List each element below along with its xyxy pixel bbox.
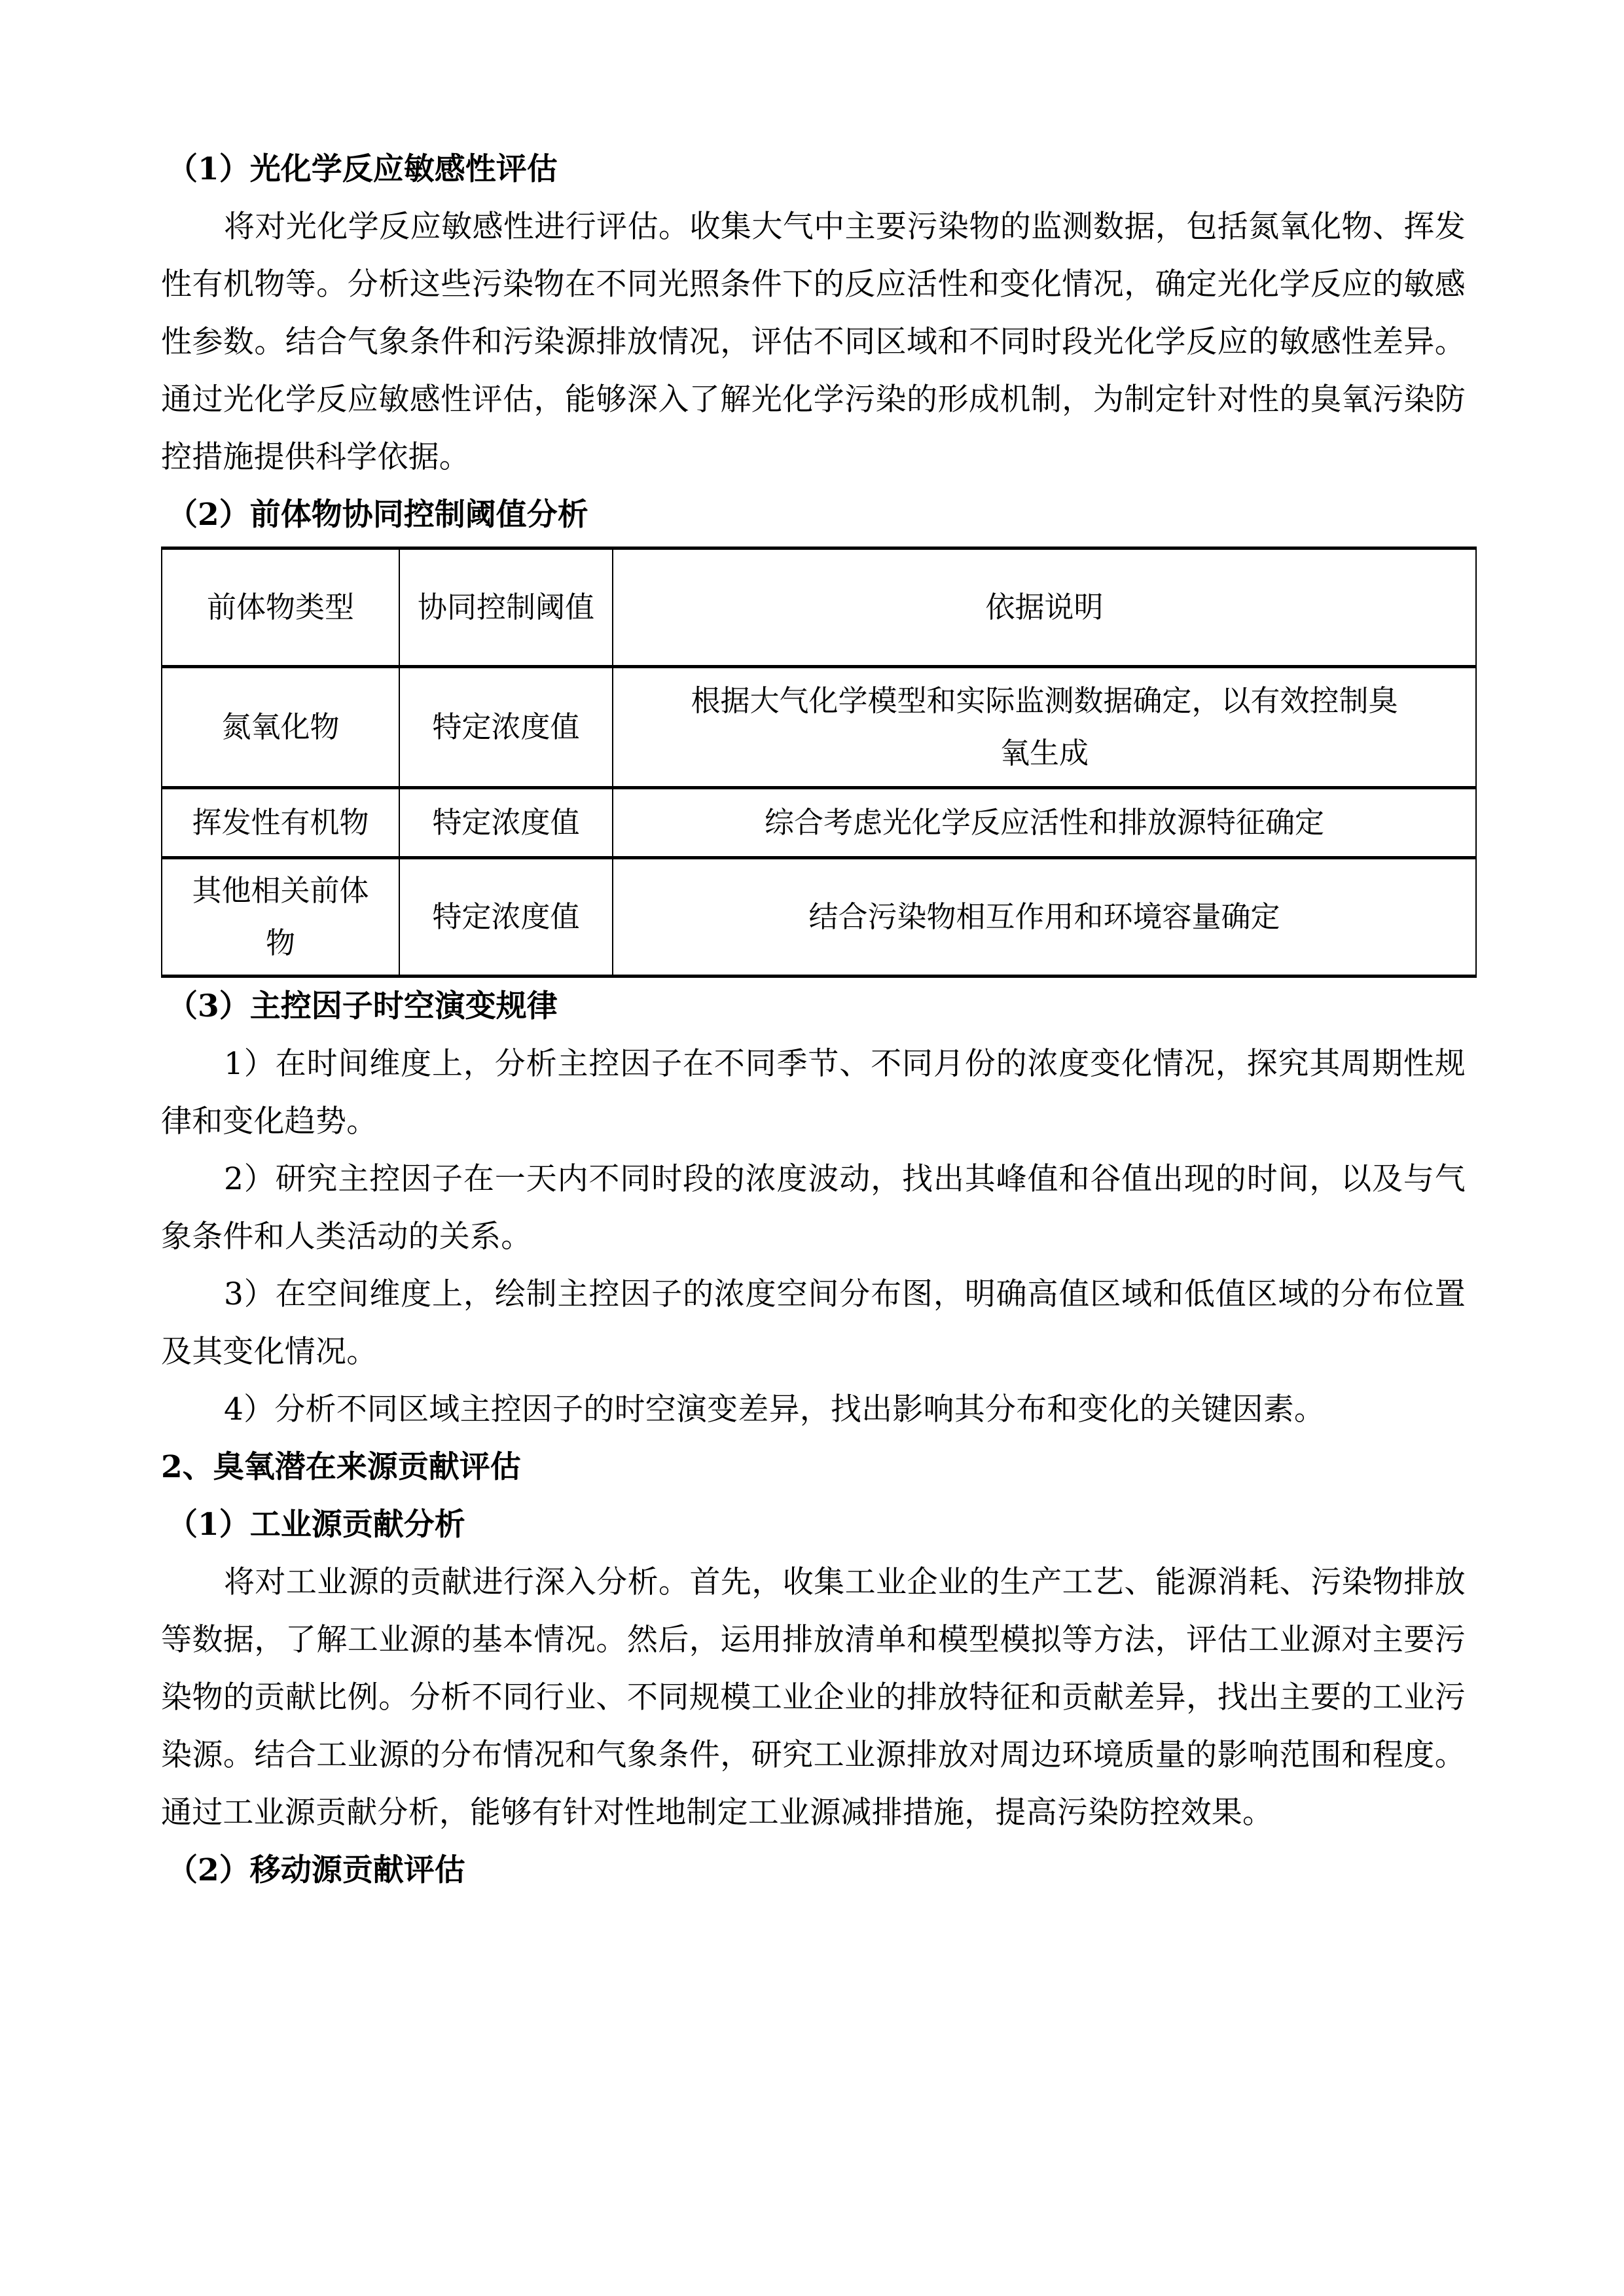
table-header-label-basis: 依据说明 xyxy=(985,590,1104,624)
precursor-threshold-table xyxy=(161,547,1477,978)
list-item-temporal-dimension: 1）在时间维度上，分析主控因子在不同季节、不同月份的浓度变化情况，探究其周期性规律和变化趋势。 xyxy=(161,1046,1466,1139)
heading-ozone-source-contribution: 2、臭氧潜在来源贡献评估 xyxy=(161,1449,521,1485)
heading-precursor-threshold: （2）前体物协同控制阈值分析 xyxy=(167,497,588,533)
table-row xyxy=(162,667,1476,788)
table-cell-threshold xyxy=(399,788,613,858)
paragraph-industrial-source-analysis: 将对工业源的贡献进行深入分析。首先，收集工业企业的生产工艺、能源消耗、污染物排放等数据，了解工业源的基本情况。然后，运用排放清单和模型模拟等方法，评估工业源对主要污染物的贡献比例。分析不同行业、不同规模工业企业的排放特征和贡献差异，找出主要的工业污染源。结合工业源的分布情况和气象条件，研究工业源排放对周边环境质量的影响范围和程度。通过工业源贡献分析，能够有针对性地制定工业源减排措施，提高污染防控效果。 xyxy=(161,1564,1466,1831)
table-header-label-threshold: 协同控制阈值 xyxy=(417,590,594,624)
table-header-row xyxy=(162,548,1476,667)
table-cell-value-basis: 根据大气化学模型和实际监测数据确定，以有效控制臭氧生成 xyxy=(691,683,1398,770)
table-cell-value-type: 氮氧化物 xyxy=(221,709,340,744)
paragraph-photochemical-sensitivity: 将对光化学反应敏感性进行评估。收集大气中主要污染物的监测数据，包括氮氧化物、挥发性有机物等。分析这些污染物在不同光照条件下的反应活性和变化情况，确定光化学反应的敏感性参数。结合气象条件和污染源排放情况，评估不同区域和不同时段光化学反应的敏感性差异。通过光化学反应敏感性评估，能够深入了解光化学污染的形成机制，为制定针对性的臭氧污染防控措施提供科学依据。 xyxy=(161,209,1466,475)
table-cell-basis xyxy=(613,788,1476,858)
list-item-spatial-dimension: 3）在空间维度上，绘制主控因子的浓度空间分布图，明确高值区域和低值区域的分布位置及其变化情况。 xyxy=(161,1276,1466,1370)
table-header-cell-threshold xyxy=(399,548,613,667)
table-cell-value-type: 其他相关前体物 xyxy=(192,873,369,960)
list-item-regional-difference: 4）分析不同区域主控因子的时空演变差异，找出影响其分布和变化的关键因素。 xyxy=(224,1391,1326,1427)
table-header-label-type: 前体物类型 xyxy=(206,590,354,624)
table-cell-basis xyxy=(613,667,1476,788)
table-cell-value-basis: 结合污染物相互作用和环境容量确定 xyxy=(808,899,1280,934)
table-header-cell-type xyxy=(162,548,399,667)
table-cell-type xyxy=(162,667,399,788)
heading-spatiotemporal-evolution: （3）主控因子时空演变规律 xyxy=(167,988,558,1024)
table-cell-value-threshold: 特定浓度值 xyxy=(432,899,580,934)
heading-mobile-source-assessment: （2）移动源贡献评估 xyxy=(167,1852,465,1888)
heading-photochemical-sensitivity: （1）光化学反应敏感性评估 xyxy=(167,151,558,187)
document-body xyxy=(161,141,1466,1899)
table-cell-threshold xyxy=(399,858,613,977)
precursor-threshold-table-wrapper xyxy=(161,547,1463,978)
table-cell-basis xyxy=(613,858,1476,977)
heading-industrial-source-analysis: （1）工业源贡献分析 xyxy=(167,1507,465,1543)
table-row xyxy=(162,858,1476,977)
table-header-cell-basis xyxy=(613,548,1476,667)
list-item-diurnal-fluctuation: 2）研究主控因子在一天内不同时段的浓度波动，找出其峰值和谷值出现的时间，以及与气象条件和人类活动的关系。 xyxy=(161,1161,1466,1255)
table-row xyxy=(162,788,1476,858)
table-cell-value-basis: 综合考虑光化学反应活性和排放源特征确定 xyxy=(764,805,1324,840)
table-cell-value-threshold: 特定浓度值 xyxy=(432,805,580,840)
table-cell-value-type: 挥发性有机物 xyxy=(192,805,369,840)
table-cell-type xyxy=(162,788,399,858)
table-cell-threshold xyxy=(399,667,613,788)
table-cell-value-threshold: 特定浓度值 xyxy=(432,709,580,744)
table-cell-type xyxy=(162,858,399,977)
